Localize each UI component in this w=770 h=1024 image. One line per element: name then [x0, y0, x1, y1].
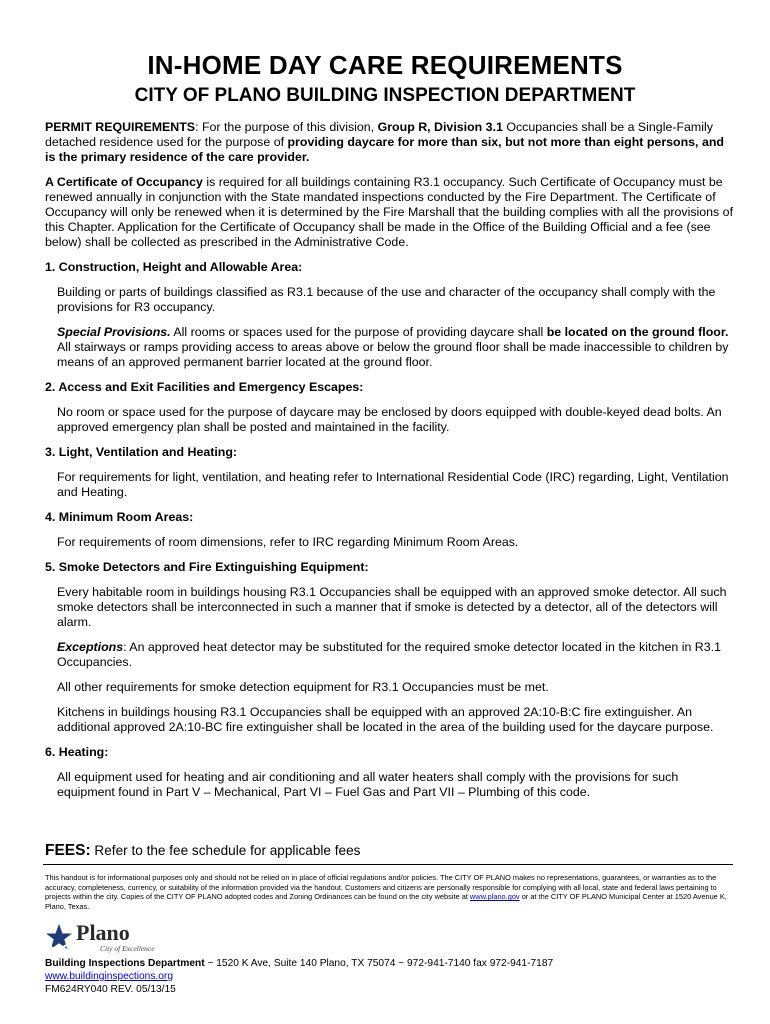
section-heading-light: 3. Light, Ventilation and Heating: [45, 445, 238, 459]
page-title: IN-HOME DAY CARE REQUIREMENTS [147, 50, 623, 80]
group-label: Group R, Division 3.1 [377, 120, 503, 134]
smoke-other-paragraph: All other requirements for smoke detection equipment for R3.1 Occupancies must be met. [57, 680, 549, 694]
disclaimer: This handout is for informational purposes only and should not be relied on in place of official regulations and/or policies. The CITY OF PLANO makes no representations, guarantees, or warranties as to the accuracy, completeness, currency, or suitability of the information provided via the handout. Customers and citizens are personally responsible for complying with all local, state and federal laws pertaining to projects within the city. Copies of the CITY OF PLANO adopted codes and Zoning Ordinances can be found on the city website at www.plano.gov or at the CITY OF PLANO Municipal Center at 1520 Avenue K, Plano, Texas. [45, 873, 727, 911]
plano-star-icon [44, 922, 74, 952]
exceptions-paragraph: Exceptions: An approved heat detector may be substituted for the required smoke detector located in the kitchen in R3.1 Occupancies. [57, 640, 721, 669]
section-smoke-detectors [57, 585, 735, 735]
section-heading-smoke-detectors: 5. Smoke Detectors and Fire Extinguishing Equipment: [45, 560, 369, 574]
logo-tagline: City of Excellence [100, 944, 155, 953]
contact-details: ~ 1520 K Ave, Suite 140 Plano, TX 75074 ~ 972-941-7140 fax 972-941-7187 [204, 958, 554, 969]
construction-paragraph: Building or parts of buildings classified as R3.1 because of the use and character of the occupancy shall comply with the provisions for R3 occupancy. [57, 285, 716, 314]
divider [43, 864, 733, 865]
special-provisions-label: Special Provisions. [57, 325, 171, 339]
section-construction [57, 285, 735, 370]
special-provisions-paragraph: Special Provisions. All rooms or spaces used for the purpose of providing daycare shall be located on the ground floor. All stairways or ramps providing access to areas above or below the ground floor shall be made inaccessible to children by means of an approved permanent barrier located at the ground floor. [57, 325, 729, 369]
section-light [57, 470, 735, 500]
section-heating [57, 770, 735, 800]
section-heading-access: 2. Access and Exit Facilities and Emergency Escapes: [45, 380, 364, 394]
access-paragraph: No room or space used for the purpose of daycare may be enclosed by doors equipped with double-keyed dead bolts. An approved emergency plan shall be posted and maintained in the facility. [57, 405, 722, 434]
fees-label: FEES: [45, 842, 91, 859]
certificate-paragraph: A Certificate of Occupancy is required for all buildings containing R3.1 occupancy. Such Certificate of Occupancy must be renewed annually in conjunction with the State mandated inspections conducted by the Fire Department. The Certificate of Occupancy will only be renewed when it is determined by the Fire Marshall that the building complies with all the provisions of this Chapter. Application for the Certificate of Occupancy shall be made in the Office of the Building Official and a fee (see below) shall be collected as prescribed in the Administrative Code. [45, 175, 734, 249]
section-heading-heating: 6. Heating: [45, 745, 109, 759]
section-heading-construction: 1. Construction, Height and Allowable Area: [45, 260, 303, 274]
smoke-detectors-paragraph: Every habitable room in buildings housing R3.1 Occupancies shall be equipped with an approved smoke detector. All such smoke detectors shall be interconnected in such a manner that if smoke is detected by a detector, all of the detectors will alarm. [57, 585, 727, 629]
light-paragraph: For requirements for light, ventilation, and heating refer to International Residential Code (IRC) regarding, Light, Ventilation and Heating. [57, 470, 729, 499]
daycare-capacity-text: providing daycare for more than six, but not more than eight persons, and is the primary residence of the care provider. [45, 135, 724, 164]
fees-text: Refer to the fee schedule for applicable fees [90, 843, 361, 858]
footer [45, 957, 735, 996]
page-subtitle: CITY OF PLANO BUILDING INSPECTION DEPARTMENT [134, 85, 636, 106]
plano-logo [44, 920, 164, 954]
extinguisher-paragraph: Kitchens in buildings housing R3.1 Occupancies shall be equipped with an approved 2A:10-B:C fire extinguisher. An additional approved 2A:10-BC fire extinguisher shall be located in the area of the building used for the daycare purpose. [57, 705, 714, 734]
plano-website-link[interactable]: www.plano.gov [469, 892, 520, 902]
exceptions-label: Exceptions [57, 640, 124, 654]
logo-wordmark: Plano [76, 920, 130, 945]
room-areas-paragraph: For requirements of room dimensions, refer to IRC regarding Minimum Room Areas. [57, 535, 519, 549]
permit-label: PERMIT REQUIREMENTS [45, 120, 196, 134]
permit-requirements-paragraph: PERMIT REQUIREMENTS: For the purpose of this division, Group R, Division 3.1 Occupancies shall be a Single-Family detached residence used for the purpose of providing daycare for more than six, but not more than eight persons, and is the primary residence of the care provider. [45, 120, 724, 164]
contact-line [45, 957, 735, 970]
fees-line [45, 842, 360, 860]
section-room-areas [57, 535, 735, 550]
certificate-label: A Certificate of Occupancy [45, 175, 203, 189]
building-inspections-link[interactable]: www.buildinginspections.org [45, 971, 173, 982]
heating-paragraph: All equipment used for heating and air conditioning and all water heaters shall comply with the provisions for such equipment found in Part V – Mechanical, Part VI – Fuel Gas and Part VII – Plumbing of this code. [57, 770, 679, 799]
form-id: FM624RY040 REV. 05/13/15 [45, 984, 176, 995]
department-name: Building Inspections Department [45, 958, 205, 969]
section-heading-room-areas: 4. Minimum Room Areas: [45, 510, 194, 524]
section-access [57, 405, 735, 435]
document-body [45, 120, 735, 810]
